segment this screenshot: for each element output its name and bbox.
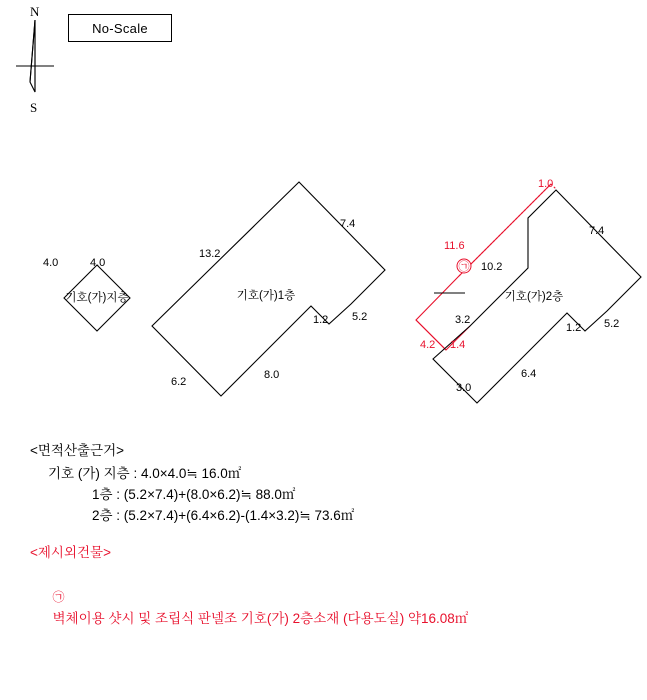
basement-label: 기호(가)지층 [65,292,129,304]
floor1-dim-132: 13.2 [199,248,221,260]
ref-building-title: <제시외건물> [30,545,111,560]
floor2-dim-10: 1.0 [538,178,554,190]
floor1-label: 기호(가)1층 [236,290,296,302]
compass-south-label: S [30,100,38,115]
floor2-dim-12: 1.2 [566,322,582,334]
floor2-dim-74: 7.4 [589,225,605,237]
floor2-dim-30: 3.0 [456,382,472,394]
shape-basement [43,257,130,331]
notes-block [30,440,620,650]
shape-floor1 [152,182,385,396]
floor1-dim-52: 5.2 [352,311,368,323]
floor1-dim-62: 6.2 [171,376,187,388]
floor1-outline [152,182,385,396]
ref-marker-icon: ㉠ [52,590,65,604]
compass-north-label: N [30,4,40,19]
floor2-dim-102: 10.2 [481,261,503,273]
area-line-floor2: 2층 : (5.2×7.4)+(6.4×6.2)-(1.4×3.2)≒ 73.6㎡ [92,508,355,523]
ref-building-text: 벽체이용 샷시 및 조립식 판넬조 기호(가) 2층소재 (다용도실) 약16.08㎡ [52,611,469,626]
floor2-dim-52: 5.2 [604,318,620,330]
floor1-dim-74: 7.4 [340,218,356,230]
shape-floor2 [416,178,641,403]
floor2-annotation-marker: ㉠ [458,261,470,273]
ref-building-note [30,565,620,650]
area-line-floor1: 1층 : (5.2×7.4)+(8.0×6.2)≒ 88.0㎡ [92,487,296,502]
floor2-dim-42: 4.2 [420,339,436,351]
basement-dim-right: 4.0 [90,257,106,269]
area-basis-title: <면적산출근거> [30,443,125,458]
floor1-dim-12: 1.2 [313,314,329,326]
floor2-dim-116: 11.6 [444,240,465,252]
floor2-dim-14: 1.4 [450,339,466,351]
floor2-dim-64: 6.4 [521,368,537,380]
floor1-dim-80: 8.0 [264,369,280,381]
floor2-label: 기호(가)2층 [504,291,564,303]
notes-spacer [30,526,620,542]
basement-dim-left: 4.0 [43,257,59,269]
scale-indicator: No-Scale [68,14,172,42]
area-line-basement: 기호 (가) 지층 : 4.0×4.0≒ 16.0㎡ [48,466,242,481]
floor2-dim-32: 3.2 [455,314,471,326]
